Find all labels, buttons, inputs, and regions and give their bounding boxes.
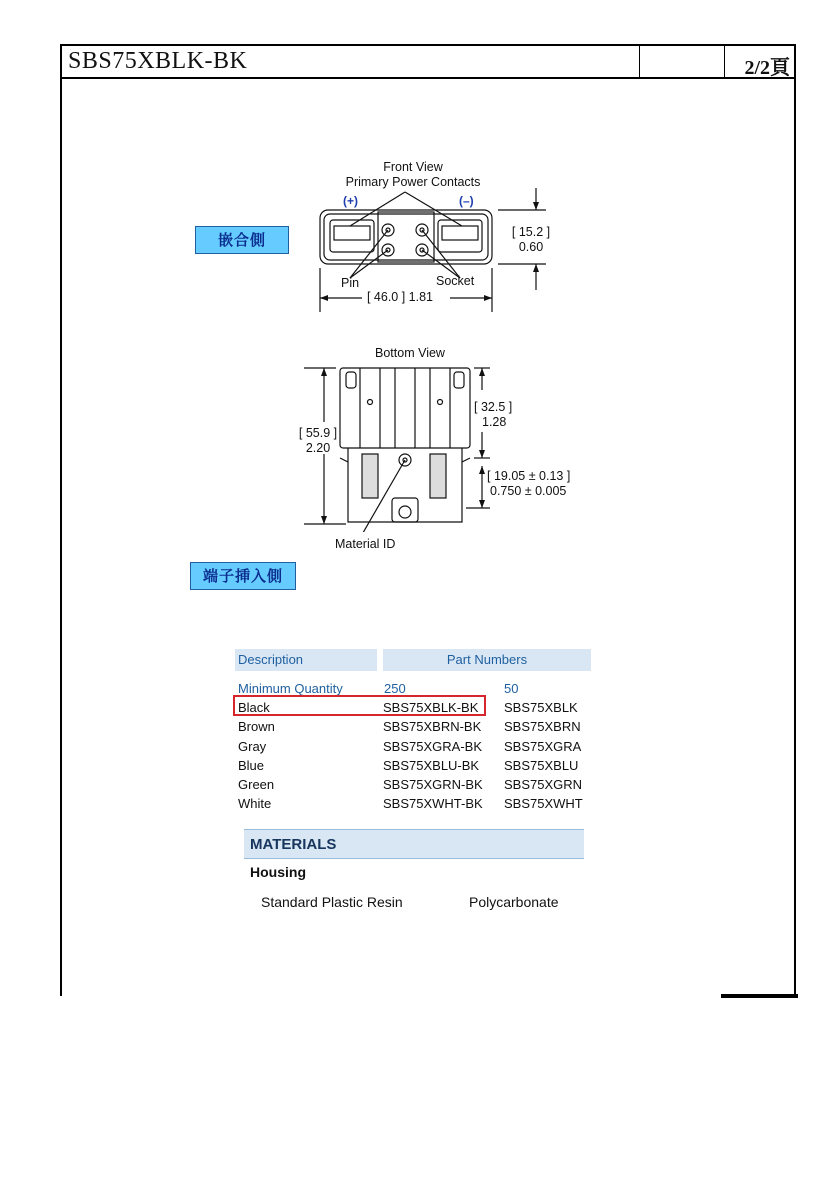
row-part-b: SBS75XGRA (504, 739, 582, 754)
row-part-a: SBS75XGRA-BK (383, 739, 482, 754)
bottom-upper-mm: [ 32.5 ] (474, 400, 513, 414)
highlight-box (233, 695, 486, 716)
pin-label: Pin (341, 276, 360, 290)
table-row (238, 719, 598, 737)
row-color: Brown (238, 719, 275, 734)
row-part-b: SBS75XBLU (504, 758, 579, 773)
table-row (238, 796, 598, 814)
bottom-rule (721, 994, 798, 998)
part-numbers-header: Part Numbers (383, 649, 591, 671)
mating-side-badge: 嵌合側 (195, 226, 289, 254)
row-part-b: SBS75XBRN (504, 719, 581, 734)
bottom-upper-in: 1.28 (482, 415, 507, 429)
description-header: Description (235, 649, 377, 671)
page-number: 2/2頁 (744, 57, 790, 79)
qty-a: 250 (384, 681, 406, 696)
row-color: White (238, 796, 272, 811)
front-height-mm: [ 15.2 ] (511, 225, 551, 239)
row-color: Black (238, 700, 270, 715)
plus-polarity: (+) (343, 194, 358, 208)
front-height-in: 0.60 (518, 240, 544, 254)
row-part-a: SBS75XBLK-BK (383, 700, 479, 715)
row-part-a: SBS75XWHT-BK (383, 796, 483, 811)
row-part-a: SBS75XBLU-BK (383, 758, 480, 773)
front-width-dim: [ 46.0 ] 1.81 (366, 290, 434, 304)
bottom-total-in: 2.20 (305, 441, 331, 455)
materials-heading: MATERIALS (244, 829, 584, 859)
header-page-cell (723, 46, 796, 77)
housing-label: Housing (250, 864, 306, 880)
bottom-lower-mm: [ 19.05 ± 0.13 ] (487, 469, 571, 483)
row-part-a: SBS75XGRN-BK (383, 777, 483, 792)
table-row (238, 758, 598, 776)
min-qty-label: Minimum Quantity (238, 681, 343, 696)
row-color: Blue (238, 758, 265, 773)
table-row (238, 777, 598, 795)
row-color: Gray (238, 739, 267, 754)
front-view-subtitle: Primary Power Contacts (345, 175, 481, 189)
row-part-b: SBS75XBLK (504, 700, 578, 715)
bottom-total-mm: [ 55.9 ] (298, 426, 338, 440)
front-view-title: Front View (383, 160, 443, 174)
row-part-b: SBS75XGRN (504, 777, 583, 792)
table-row (238, 739, 598, 757)
terminal-insert-side-badge: 端子挿入側 (190, 562, 296, 590)
row-part-b: SBS75XWHT (504, 796, 583, 811)
bottom-view-title: Bottom View (375, 346, 445, 360)
socket-label: Socket (436, 274, 475, 288)
minus-polarity: (–) (459, 194, 474, 208)
material-id-label: Material ID (335, 537, 396, 551)
document-title: SBS75XBLK-BK (68, 48, 248, 74)
page-header (62, 46, 794, 79)
bottom-lower-in: 0.750 ± 0.005 (490, 484, 567, 498)
row-color: Green (238, 777, 275, 792)
header-empty-cell (639, 46, 725, 77)
material-item: Standard Plastic Resin (261, 894, 403, 910)
qty-b: 50 (504, 681, 519, 696)
row-part-a: SBS75XBRN-BK (383, 719, 482, 734)
material-value: Polycarbonate (469, 894, 559, 910)
